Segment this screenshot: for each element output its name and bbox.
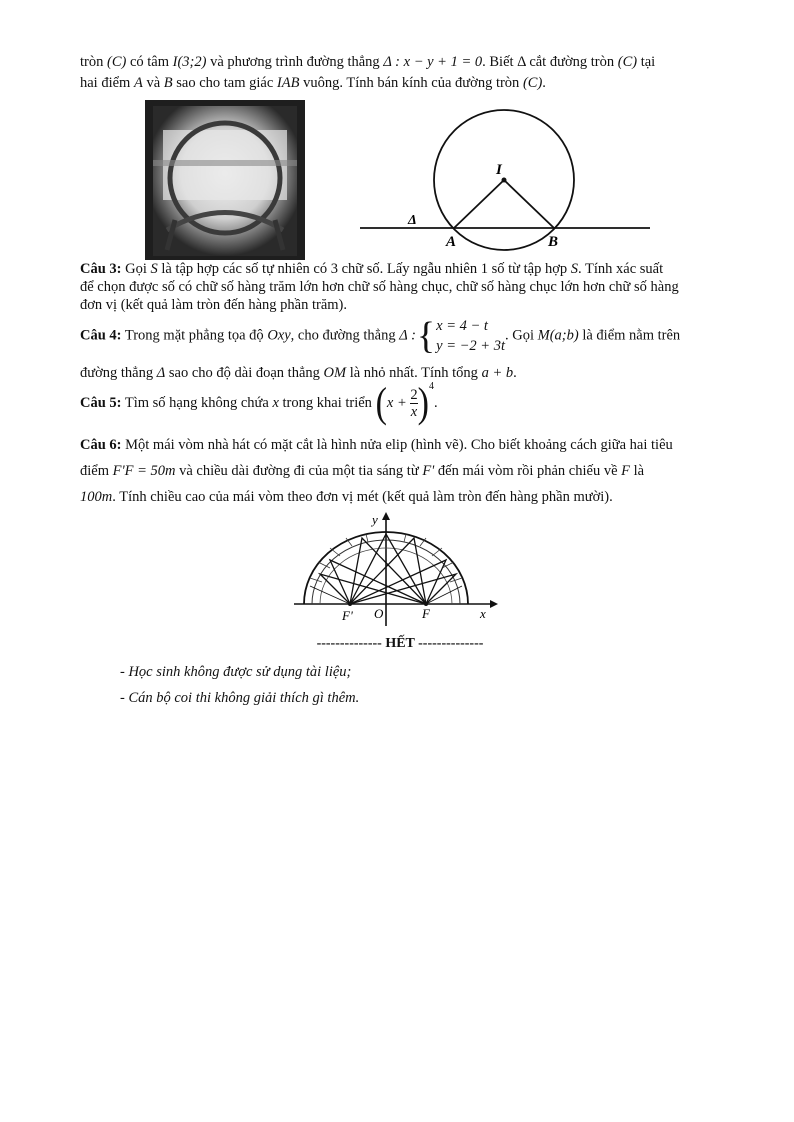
intro-line-2: hai điểm A và B sao cho tam giác IAB vuông. Tính bán kính của đường tròn (C). — [80, 75, 546, 91]
question-5: Câu 5: Tìm số hạng không chứa x trong khai triển (x + $\frac{2}{x}$ )$^4$. — [80, 379, 438, 426]
note-1: - Học sinh không được sử dụng tài liệu; — [120, 664, 352, 680]
question-4: Câu 4: Trong mặt phẳng tọa độ Oxy, cho đường thẳng Δ :{x = 4 − t y = −2 + 3t. Gọi M(a;b) là điểm nằm trên — [80, 315, 681, 357]
note-2: - Cán bộ coi thi không giải thích gì thêm. — [120, 690, 360, 706]
question-3: Câu 3: Gọi S là tập hợp các số tự nhiên có 3 chữ số. Lấy ngẫu nhiên 1 số từ tập hợp S. Tính xác suất để chọn được số có chữ số hàng trăm lớn hơn chữ số hàng chục, chữ số hàng chục lớn hơn chữ số hàng đơn vị (kết quả làm tròn đến hàng phần trăm). — [80, 261, 679, 313]
question-4-line-2: đường thẳng Δ sao cho độ dài đoạn thẳng OM là nhỏ nhất. Tính tổng a + b. — [80, 365, 517, 381]
label-F-prime: F' — [342, 608, 353, 623]
ellipse-dome-figure — [290, 508, 500, 628]
label-A: A — [446, 234, 457, 250]
label-delta: Δ — [408, 213, 417, 228]
label-O: O — [374, 606, 384, 621]
label-y: y — [372, 512, 378, 527]
label-F: F — [422, 606, 430, 621]
end-marker: -------------- HẾT -------------- — [316, 636, 484, 651]
label-I: I — [496, 162, 502, 178]
question-6: Câu 6: Một mái vòm nhà hát có mặt cắt là hình nửa elip (hình vẽ). Cho biết khoảng cách giữa hai tiêu điểm F'F = 50m và chiều dài đường đi của một tia sáng từ F' đến mái vòm rồi phản chiếu về F là 100m. Tính chiều cao của mái vòm theo đơn vị mét (kết quả làm tròn đến hàng phần mười). — [80, 437, 673, 505]
label-B: B — [548, 234, 559, 250]
circle-figure — [350, 100, 660, 255]
intro-line-1: tròn (C) có tâm I(3;2) và phương trình đường thẳng Δ : x − y + 1 = 0. Biết Δ cắt đường tròn (C) tại — [80, 54, 656, 70]
label-x: x — [480, 606, 486, 621]
arch-photo — [145, 100, 305, 260]
